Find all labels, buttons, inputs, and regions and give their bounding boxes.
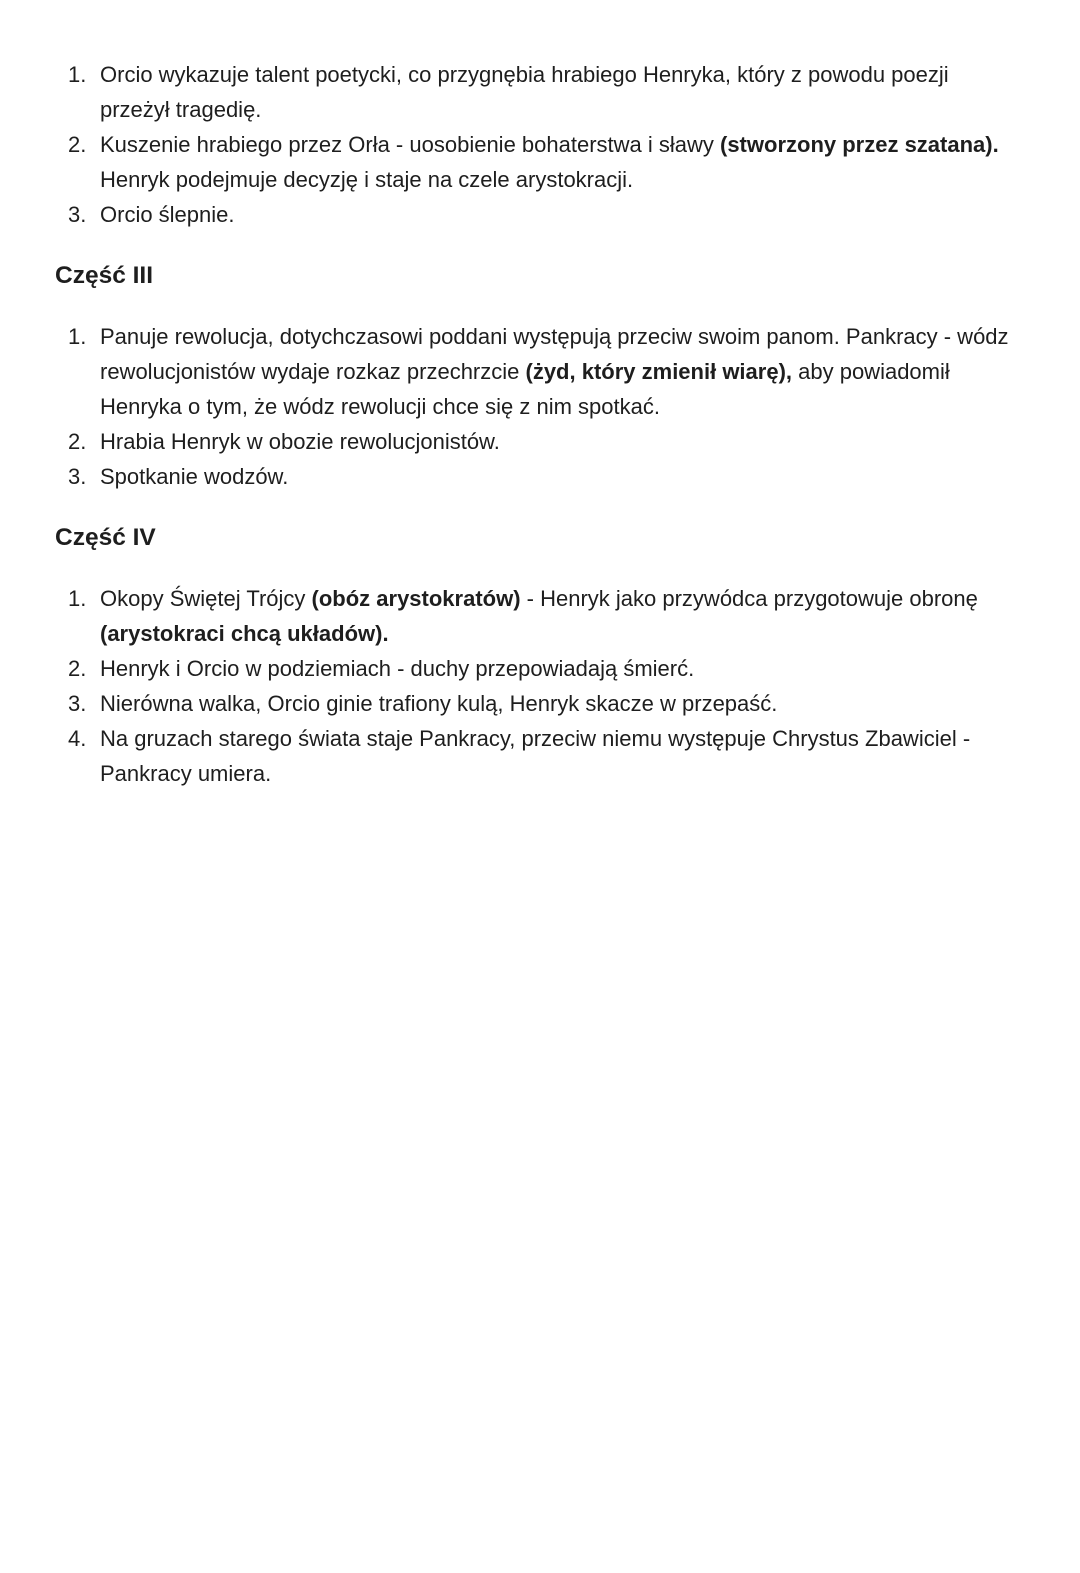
- list-item-text: [100, 586, 978, 646]
- document-body: [55, 57, 1010, 791]
- text-run: Henryk i Orcio w podziemiach - duchy przepowiadają śmierć.: [100, 656, 695, 681]
- list-item-text: [100, 429, 500, 454]
- section-heading: Część IV: [55, 524, 156, 551]
- text-run: Henryk podejmuje decyzję i staje na czele arystokracji.: [100, 167, 634, 192]
- bold-text-run: (stworzony przez szatana).: [720, 132, 999, 157]
- list-item-number: 2.: [68, 656, 87, 681]
- list-item-number: 1.: [68, 324, 87, 349]
- list-item: [55, 686, 1010, 721]
- text-run: aby powiadomił Henryka o tym, że wódz rewolucji chce się z nim spotkać.: [100, 359, 950, 419]
- list-item-text: [100, 656, 694, 681]
- list-item-number: 3.: [68, 464, 87, 489]
- list-item-number: 1.: [68, 62, 87, 87]
- text-run: Na gruzach starego świata staje Pankracy, przeciw niemu występuje Chrystus Zbawiciel - Pankracy umiera.: [100, 726, 971, 786]
- text-run: Nierówna walka, Orcio ginie trafiony kulą, Henryk skacze w przepaść.: [100, 691, 778, 716]
- text-run: Kuszenie hrabiego przez Orła - uosobienie bohaterstwa i sławy: [100, 132, 720, 157]
- list-item-number: 2.: [68, 429, 87, 454]
- numbered-list: [55, 57, 1010, 232]
- list-item-text: [100, 691, 777, 716]
- list-item-text: [100, 726, 970, 786]
- text-run: Spotkanie wodzów.: [100, 464, 289, 489]
- list-item-text: [100, 62, 949, 122]
- list-item-number: 3.: [68, 691, 87, 716]
- numbered-list: [55, 319, 1010, 494]
- bold-text-run: (obóz arystokratów): [311, 586, 521, 611]
- text-run: - Henryk jako przywódca przygotowuje obronę: [520, 586, 978, 611]
- list-item-text: [100, 464, 288, 489]
- text-run: Panuje rewolucja, dotychczasowi poddani występują przeciw swoim panom. Pankracy - wódz rewolucjonistów wydaje rozkaz przechrzcie: [100, 324, 1009, 384]
- list-item-text: [100, 202, 235, 227]
- text-run: Hrabia Henryk w obozie rewolucjonistów.: [100, 429, 500, 454]
- list-item: [55, 127, 1010, 197]
- list-item: [55, 651, 1010, 686]
- bold-text-run: (żyd, który zmienił wiarę),: [525, 359, 793, 384]
- list-item: [55, 319, 1010, 424]
- text-run: Okopy Świętej Trójcy: [100, 586, 312, 611]
- list-item-number: 3.: [68, 202, 87, 227]
- list-item: [55, 581, 1010, 651]
- bold-text-run: (arystokraci chcą układów).: [100, 621, 389, 646]
- list-item-number: 2.: [68, 132, 87, 157]
- list-item: [55, 424, 1010, 459]
- list-item: [55, 721, 1010, 791]
- list-item-text: [100, 324, 1009, 419]
- text-run: Orcio ślepnie.: [100, 202, 235, 227]
- text-run: Orcio wykazuje talent poetycki, co przygnębia hrabiego Henryka, który z powodu poezji przeżył tragedię.: [100, 62, 949, 122]
- list-item-number: 4.: [68, 726, 87, 751]
- section-heading: Część III: [55, 262, 154, 289]
- numbered-list: [55, 581, 1010, 791]
- list-item: [55, 197, 1010, 232]
- list-item: [55, 459, 1010, 494]
- list-item-number: 1.: [68, 586, 87, 611]
- list-item-text: [100, 132, 999, 192]
- list-item: [55, 57, 1010, 127]
